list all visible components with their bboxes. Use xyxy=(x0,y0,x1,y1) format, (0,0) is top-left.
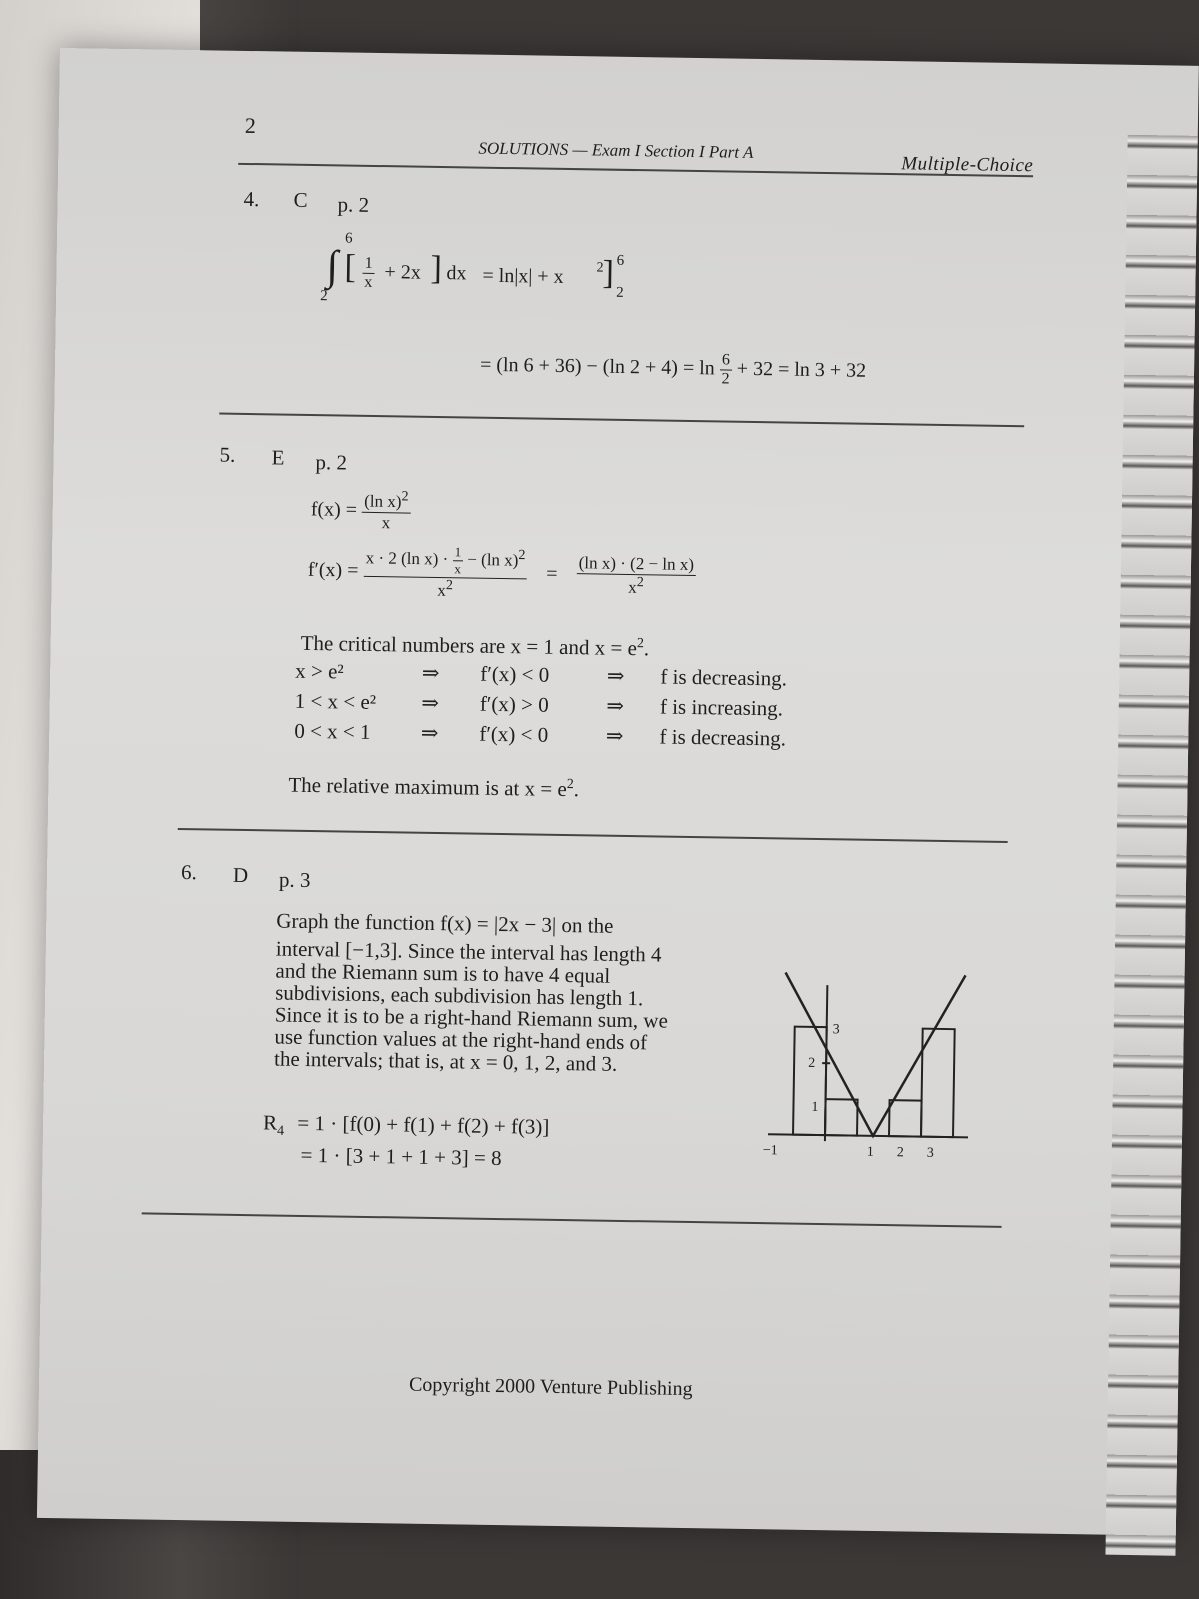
q6-number: 6. xyxy=(180,860,198,885)
q5-answer: E xyxy=(271,445,285,470)
integrand-fraction: $\frac{1}{x}$ xyxy=(364,254,373,291)
q6-explanation xyxy=(274,910,670,1076)
q6-answer: D xyxy=(232,862,249,888)
sign-table-cond: 0 < x < 1 xyxy=(294,718,371,744)
q6-line: the intervals; that is, at x = 0, 1, 2, and 3. xyxy=(273,1046,618,1077)
integral-sign-icon: ∫ xyxy=(326,243,339,290)
sign-table-arrow2: ⇒ xyxy=(606,693,625,718)
y-label-1: 1 xyxy=(811,1099,819,1116)
header-right-label: Multiple-Choice xyxy=(901,153,1034,177)
q6-line: Since it is to be a right-hand Riemann sum, we xyxy=(274,1002,669,1033)
sign-table-arrow1: ⇒ xyxy=(421,690,440,716)
q6-line: subdivisions, each subdivision has length 1. xyxy=(275,980,644,1011)
integral-upper-limit: 6 xyxy=(344,230,353,247)
sign-table-arrow1: ⇒ xyxy=(420,720,439,746)
q5-critical-numbers: The critical numbers are x = 1 and $x = e^2$. xyxy=(300,630,650,661)
sign-table-row xyxy=(294,720,854,759)
q6-line: Graph the function f(x) = |2x − 3| on the xyxy=(276,908,614,938)
q5-derivative: f′(x) = x · 2 (ln x) · $\frac{1}{x}$ − (ln x)$^2$ $x^2$ = $\frac{\text{(ln x) · (2 − ln x)}}{x^2}$ xyxy=(307,544,695,600)
sign-table-result: f is decreasing. xyxy=(659,724,787,751)
q6-line: and the Riemann sum is to have 4 equal xyxy=(275,958,611,988)
divider-q4-q5 xyxy=(219,413,1024,428)
x-label-3: 3 xyxy=(926,1145,934,1161)
sign-table-result: f is increasing. xyxy=(659,694,784,721)
q5-relative-max: The relative maximum is at $x = e^2$. xyxy=(288,772,580,802)
q4-page-ref: p. 2 xyxy=(337,192,370,217)
header-title: SOLUTIONS — Exam I Section I Part A xyxy=(478,138,754,162)
document-page: 2 SOLUTIONS — Exam I Section I Part A Multiple-Choice 4. C p. 2 6 2 ∫ [ $\frac{1}{x}$ + 2x ] dx = ln|x| + x 2 ] 6 2 = (ln 6 + 36) − (ln 2 + 4) = ln $\frac{6}{2}$ + 32 = ln 3 + 32 5. E p. 2 f(x) = $\frac{(\ln x)^2}{x}$ f′(x) = x · 2 (ln x) · $\frac{1}{x}$ − (ln x)$^2$ $x^2$ = $\frac{\text{(ln x) · (2 − ln x)}}{x^2}$ The critical numbers are x = 1 and $x = e^2$. x > e² ⇒ f′(x) < 0 ⇒ f is decreasing. 1 < x < e² ⇒ f′(x) > 0 ⇒ f is increasing. 0 < x < 1 ⇒ f′(x) < 0 ⇒ f is decreasing. The relative maximum is at $x = e^2$. 6. D p. 3 Graph the function f(x) = |2x − 3| on the interval [−1,3]. Since the interval has length 4 and the Riemann sum is to have 4 equal subdivisions, each subdivision has length 1. Since it is to be a right-hand Riemann sum, we use function values at the right-hand ends of the intervals; that is, at x = 0, 1, 2, and 3. $R_4 = 1 \cdot [f(0) + f(1) + f(2) + f(3)]$ = 1 · [3 + 1 + 1 + 3] = 8 −1 1 2 3 1 2 3 Copyright 2000 Venture Publishing xyxy=(37,48,1199,1536)
sign-table-result: f is decreasing. xyxy=(660,664,788,691)
riemann-rect-3 xyxy=(889,1100,922,1136)
integrand-rest: + 2x xyxy=(384,261,421,284)
riemann-rect-2 xyxy=(825,1099,858,1135)
x-label-1: 1 xyxy=(866,1144,874,1160)
q6-riemann-sum: $R_4 = 1 \cdot [f(0) + f(1) + f(2) + f(3)]$ = 1 · [3 + 1 + 1 + 3] = 8 xyxy=(262,1110,550,1170)
q5-sign-table xyxy=(294,660,855,759)
q4-eq2: = (ln 6 + 36) − (ln 2 + 4) = ln $\frac{6}{2}$ + 32 = ln 3 + 32 xyxy=(479,351,867,388)
divider-q6-end xyxy=(142,1212,1002,1228)
x-label-2: 2 xyxy=(896,1145,904,1161)
sign-table-deriv: f′(x) < 0 xyxy=(479,721,549,747)
integral-dx: dx xyxy=(446,262,467,285)
q6-line: use function values at the right-hand ends of xyxy=(274,1024,648,1055)
sign-table-arrow2: ⇒ xyxy=(606,663,625,688)
sign-table-deriv: f′(x) < 0 xyxy=(480,661,550,687)
q4-answer: C xyxy=(293,187,308,212)
q5-page-ref: p. 2 xyxy=(315,450,348,475)
integral-lower-limit: 2 xyxy=(320,288,328,305)
q4-eq2-fraction: $\frac{6}{2}$ xyxy=(721,351,731,388)
sign-table-arrow1: ⇒ xyxy=(421,660,440,686)
q4-eq1-rhs: = ln|x| + x xyxy=(482,264,564,288)
divider-q5-q6 xyxy=(178,828,1008,843)
q4-number: 4. xyxy=(243,186,260,212)
q5-f-definition: f(x) = $\frac{(\ln x)^2}{x}$ xyxy=(310,489,409,532)
y-label-2: 2 xyxy=(808,1055,816,1071)
copyright-notice: Copyright 2000 Venture Publishing xyxy=(408,1373,693,1401)
y-label-3: 3 xyxy=(832,1022,840,1038)
q6-line: interval [−1,3]. Since the interval has length 4 xyxy=(275,936,662,967)
x-label-neg1: −1 xyxy=(762,1143,778,1159)
sign-table-cond: x > e² xyxy=(295,658,344,684)
sign-table-cond: 1 < x < e² xyxy=(294,688,377,715)
riemann-rect-1 xyxy=(793,1027,827,1135)
q5-number: 5. xyxy=(219,442,236,467)
q6-riemann-graph xyxy=(763,964,976,1167)
q6-page-ref: p. 3 xyxy=(278,867,311,893)
page-number: 2 xyxy=(244,112,257,139)
sign-table-arrow2: ⇒ xyxy=(605,723,624,748)
spiral-binding xyxy=(1105,135,1197,1556)
sign-table-deriv: f′(x) > 0 xyxy=(479,691,549,717)
